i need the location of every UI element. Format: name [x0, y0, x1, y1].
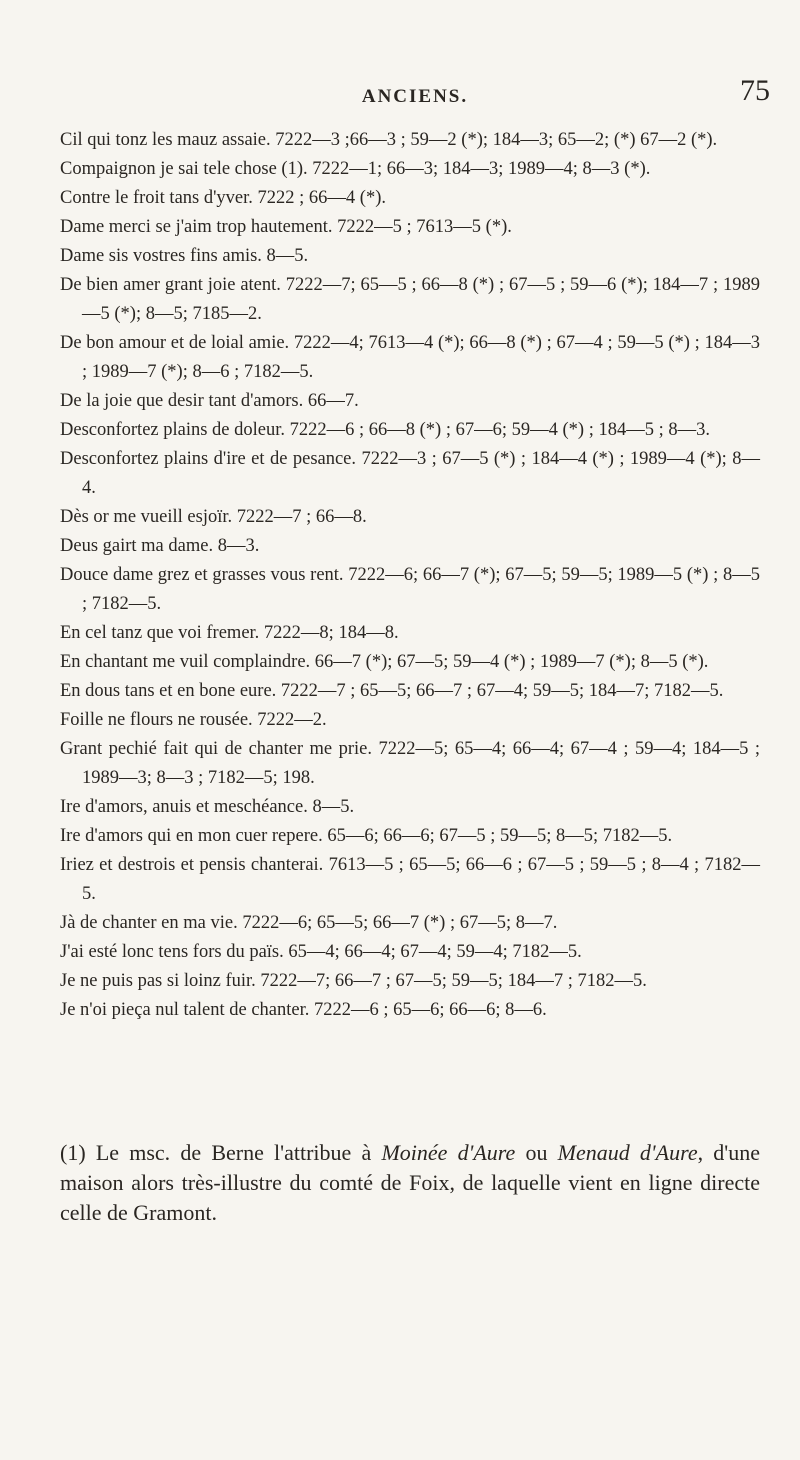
index-entry: Dès or me vueill esjoïr. 7222—7 ; 66—8.: [60, 507, 367, 527]
index-entry: Cil qui tonz les mauz assaie. 7222—3 ;66—3 ; 59—2 (*); 184—3; 65—2; (*) 67—2 (*).: [60, 130, 718, 150]
page-header: [60, 74, 770, 120]
index-entry: Deus gairt ma dame. 8—3.: [60, 536, 260, 556]
footnote-name-moinee: Moinée d'Aure: [381, 1140, 516, 1165]
index-entry: Dame merci se j'aim trop hautement. 7222—5 ; 7613—5 (*).: [60, 217, 512, 237]
footnote-name-menaud: Menaud d'Aure: [557, 1140, 698, 1165]
index-entry: Desconfortez plains de doleur. 7222—6 ; 66—8 (*) ; 67—6; 59—4 (*) ; 184—5 ; 8—3.: [60, 420, 710, 440]
footnote: [60, 1138, 760, 1228]
index-entry: Contre le froit tans d'yver. 7222 ; 66—4 (*).: [60, 188, 386, 208]
index-entry: Jà de chanter en ma vie. 7222—6; 65—5; 66—7 (*) ; 67—5; 8—7.: [60, 913, 558, 933]
index-entry: Grant pechié fait qui de chanter me prie. 7222—5; 65—4; 66—4; 67—4 ; 59—4; 184—5 ; 1989—3; 8—3 ; 7182—5; 198.: [60, 739, 760, 788]
running-head: ANCIENS.: [361, 86, 469, 107]
index-entry: J'ai esté lonc tens fors du païs. 65—4; 66—4; 67—4; 59—4; 7182—5.: [60, 942, 582, 962]
index-entry: De bien amer grant joie atent. 7222—7; 65—5 ; 66—8 (*) ; 67—5 ; 59—6 (*); 184—7 ; 1989—5 (*); 8—5; 7185—2.: [60, 275, 760, 324]
index-entry: En dous tans et en bone eure. 7222—7 ; 65—5; 66—7 ; 67—4; 59—5; 184—7; 7182—5.: [60, 681, 724, 701]
footnote-mid: ou: [515, 1140, 558, 1165]
index-entry: De la joie que desir tant d'amors. 66—7.: [60, 391, 359, 411]
page-number: 75: [740, 74, 770, 107]
index-entry: Dame sis vostres fins amis. 8—5.: [60, 246, 309, 266]
index-entry: Foille ne flours ne rousée. 7222—2.: [60, 710, 327, 730]
index-entry: Compaignon je sai tele chose (1). 7222—1; 66—3; 184—3; 1989—4; 8—3 (*).: [60, 159, 651, 179]
index-entry: Ire d'amors, anuis et meschéance. 8—5.: [60, 797, 355, 817]
index-entry: Douce dame grez et grasses vous rent. 7222—6; 66—7 (*); 67—5; 59—5; 1989—5 (*) ; 8—5 ; 7182—5.: [60, 565, 760, 614]
index-entry: Ire d'amors qui en mon cuer repere. 65—6; 66—6; 67—5 ; 59—5; 8—5; 7182—5.: [60, 826, 673, 846]
footnote-tail: , d'une maison alors très-illustre du comté de Foix, de laquelle vient en ligne directe celle de Gramont.: [60, 1140, 761, 1225]
index-entry: De bon amour et de loial amie. 7222—4; 7613—4 (*); 66—8 (*) ; 67—4 ; 59—5 (*) ; 184—3 ; 1989—7 (*); 8—6 ; 7182—5.: [60, 333, 760, 382]
index-entry: Desconfortez plains d'ire et de pesance. 7222—3 ; 67—5 (*) ; 184—4 (*) ; 1989—4 (*); 8—4.: [60, 449, 760, 498]
song-index-list: [60, 126, 760, 1025]
index-entry: Je n'oi pieça nul talent de chanter. 7222—6 ; 65—6; 66—6; 8—6.: [60, 1000, 547, 1020]
index-entry: Iriez et destrois et pensis chanterai. 7613—5 ; 65—5; 66—6 ; 67—5 ; 59—5 ; 8—4 ; 7182—5.: [60, 855, 760, 904]
footnote-lead: (1) Le msc. de Berne l'attribue à: [60, 1140, 382, 1165]
index-entry: En cel tanz que voi fremer. 7222—8; 184—8.: [60, 623, 399, 643]
index-entry: En chantant me vuil complaindre. 66—7 (*); 67—5; 59—4 (*) ; 1989—7 (*); 8—5 (*).: [60, 652, 709, 672]
index-entry: Je ne puis pas si loinz fuir. 7222—7; 66—7 ; 67—5; 59—5; 184—7 ; 7182—5.: [60, 971, 647, 991]
